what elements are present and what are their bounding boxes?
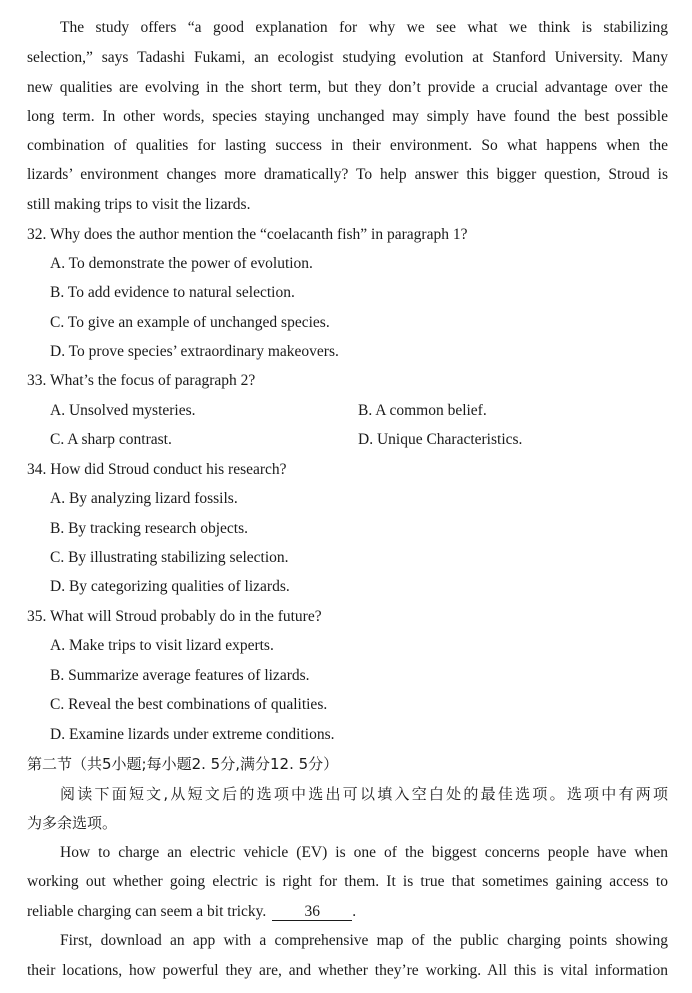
passage-line: long term. In other words, species staying unchanged may simply have found the best possible: [27, 108, 668, 125]
section-instructions: 阅读下面短文,从短文后的选项中选出可以填入空白处的最佳选项。选项中有两项: [60, 785, 668, 803]
option-35-d: D. Examine lizards under extreme conditions.: [50, 726, 335, 743]
question-stem-32: 32. Why does the author mention the “coelacanth fish” in paragraph 1?: [27, 226, 468, 243]
option-33-a: A. Unsolved mysteries.: [50, 402, 196, 419]
option-33-c: C. A sharp contrast.: [50, 431, 172, 448]
passage2-line: their locations, how powerful they are, and whether they’re working. All this is vital information: [27, 962, 668, 979]
option-33-d: D. Unique Characteristics.: [358, 431, 523, 448]
option-32-a: A. To demonstrate the power of evolution.: [50, 255, 313, 272]
section-heading: 第二节（共5小题;每小题2. 5分,满分12. 5分）: [27, 755, 339, 773]
question-stem-34: 34. How did Stroud conduct his research?: [27, 461, 287, 478]
option-35-a: A. Make trips to visit lizard experts.: [50, 637, 274, 654]
passage-line: lizards’ environment changes more dramatically? To help answer this bigger question, Stroud is: [27, 166, 668, 183]
option-32-d: D. To prove species’ extraordinary makeovers.: [50, 343, 339, 360]
passage2-line: working out whether going electric is right for them. It is true that sometimes gaining access to: [27, 873, 668, 890]
section-instructions: 为多余选项。: [27, 814, 118, 832]
question-stem-33: 33. What’s the focus of paragraph 2?: [27, 372, 256, 389]
option-34-b: B. By tracking research objects.: [50, 520, 248, 537]
option-35-c: C. Reveal the best combinations of qualities.: [50, 696, 328, 713]
passage-line: combination of qualities for lasting success in their environment. So what happens when the: [27, 137, 668, 154]
option-34-d: D. By categorizing qualities of lizards.: [50, 578, 290, 595]
option-33-b: B. A common belief.: [358, 402, 487, 419]
option-34-a: A. By analyzing lizard fossils.: [50, 490, 238, 507]
passage-line: The study offers “a good explanation for why we see what we think is stabilizing: [60, 19, 668, 36]
option-32-c: C. To give an example of unchanged species.: [50, 314, 330, 331]
option-34-c: C. By illustrating stabilizing selection.: [50, 549, 289, 566]
passage2-line: First, download an app with a comprehensive map of the public charging points showing: [60, 932, 668, 949]
question-stem-35: 35. What will Stroud probably do in the future?: [27, 608, 322, 625]
passage-line: selection,” says Tadashi Fukami, an ecologist studying evolution at Stanford University. Many: [27, 49, 668, 66]
passage2-line: How to charge an electric vehicle (EV) is one of the biggest concerns people have when: [60, 844, 668, 861]
passage2-line-text: reliable charging can seem a bit tricky.: [27, 903, 267, 920]
passage2-blank-line: [27, 902, 668, 922]
passage-line: still making trips to visit the lizards.: [27, 196, 251, 213]
option-35-b: B. Summarize average features of lizards.: [50, 667, 310, 684]
blank-36[interactable]: 36: [272, 904, 352, 921]
passage-line: new qualities are evolving in the short term, but they don’t provide a crucial advantage over the: [27, 79, 668, 96]
option-32-b: B. To add evidence to natural selection.: [50, 284, 295, 301]
period: .: [352, 903, 357, 920]
